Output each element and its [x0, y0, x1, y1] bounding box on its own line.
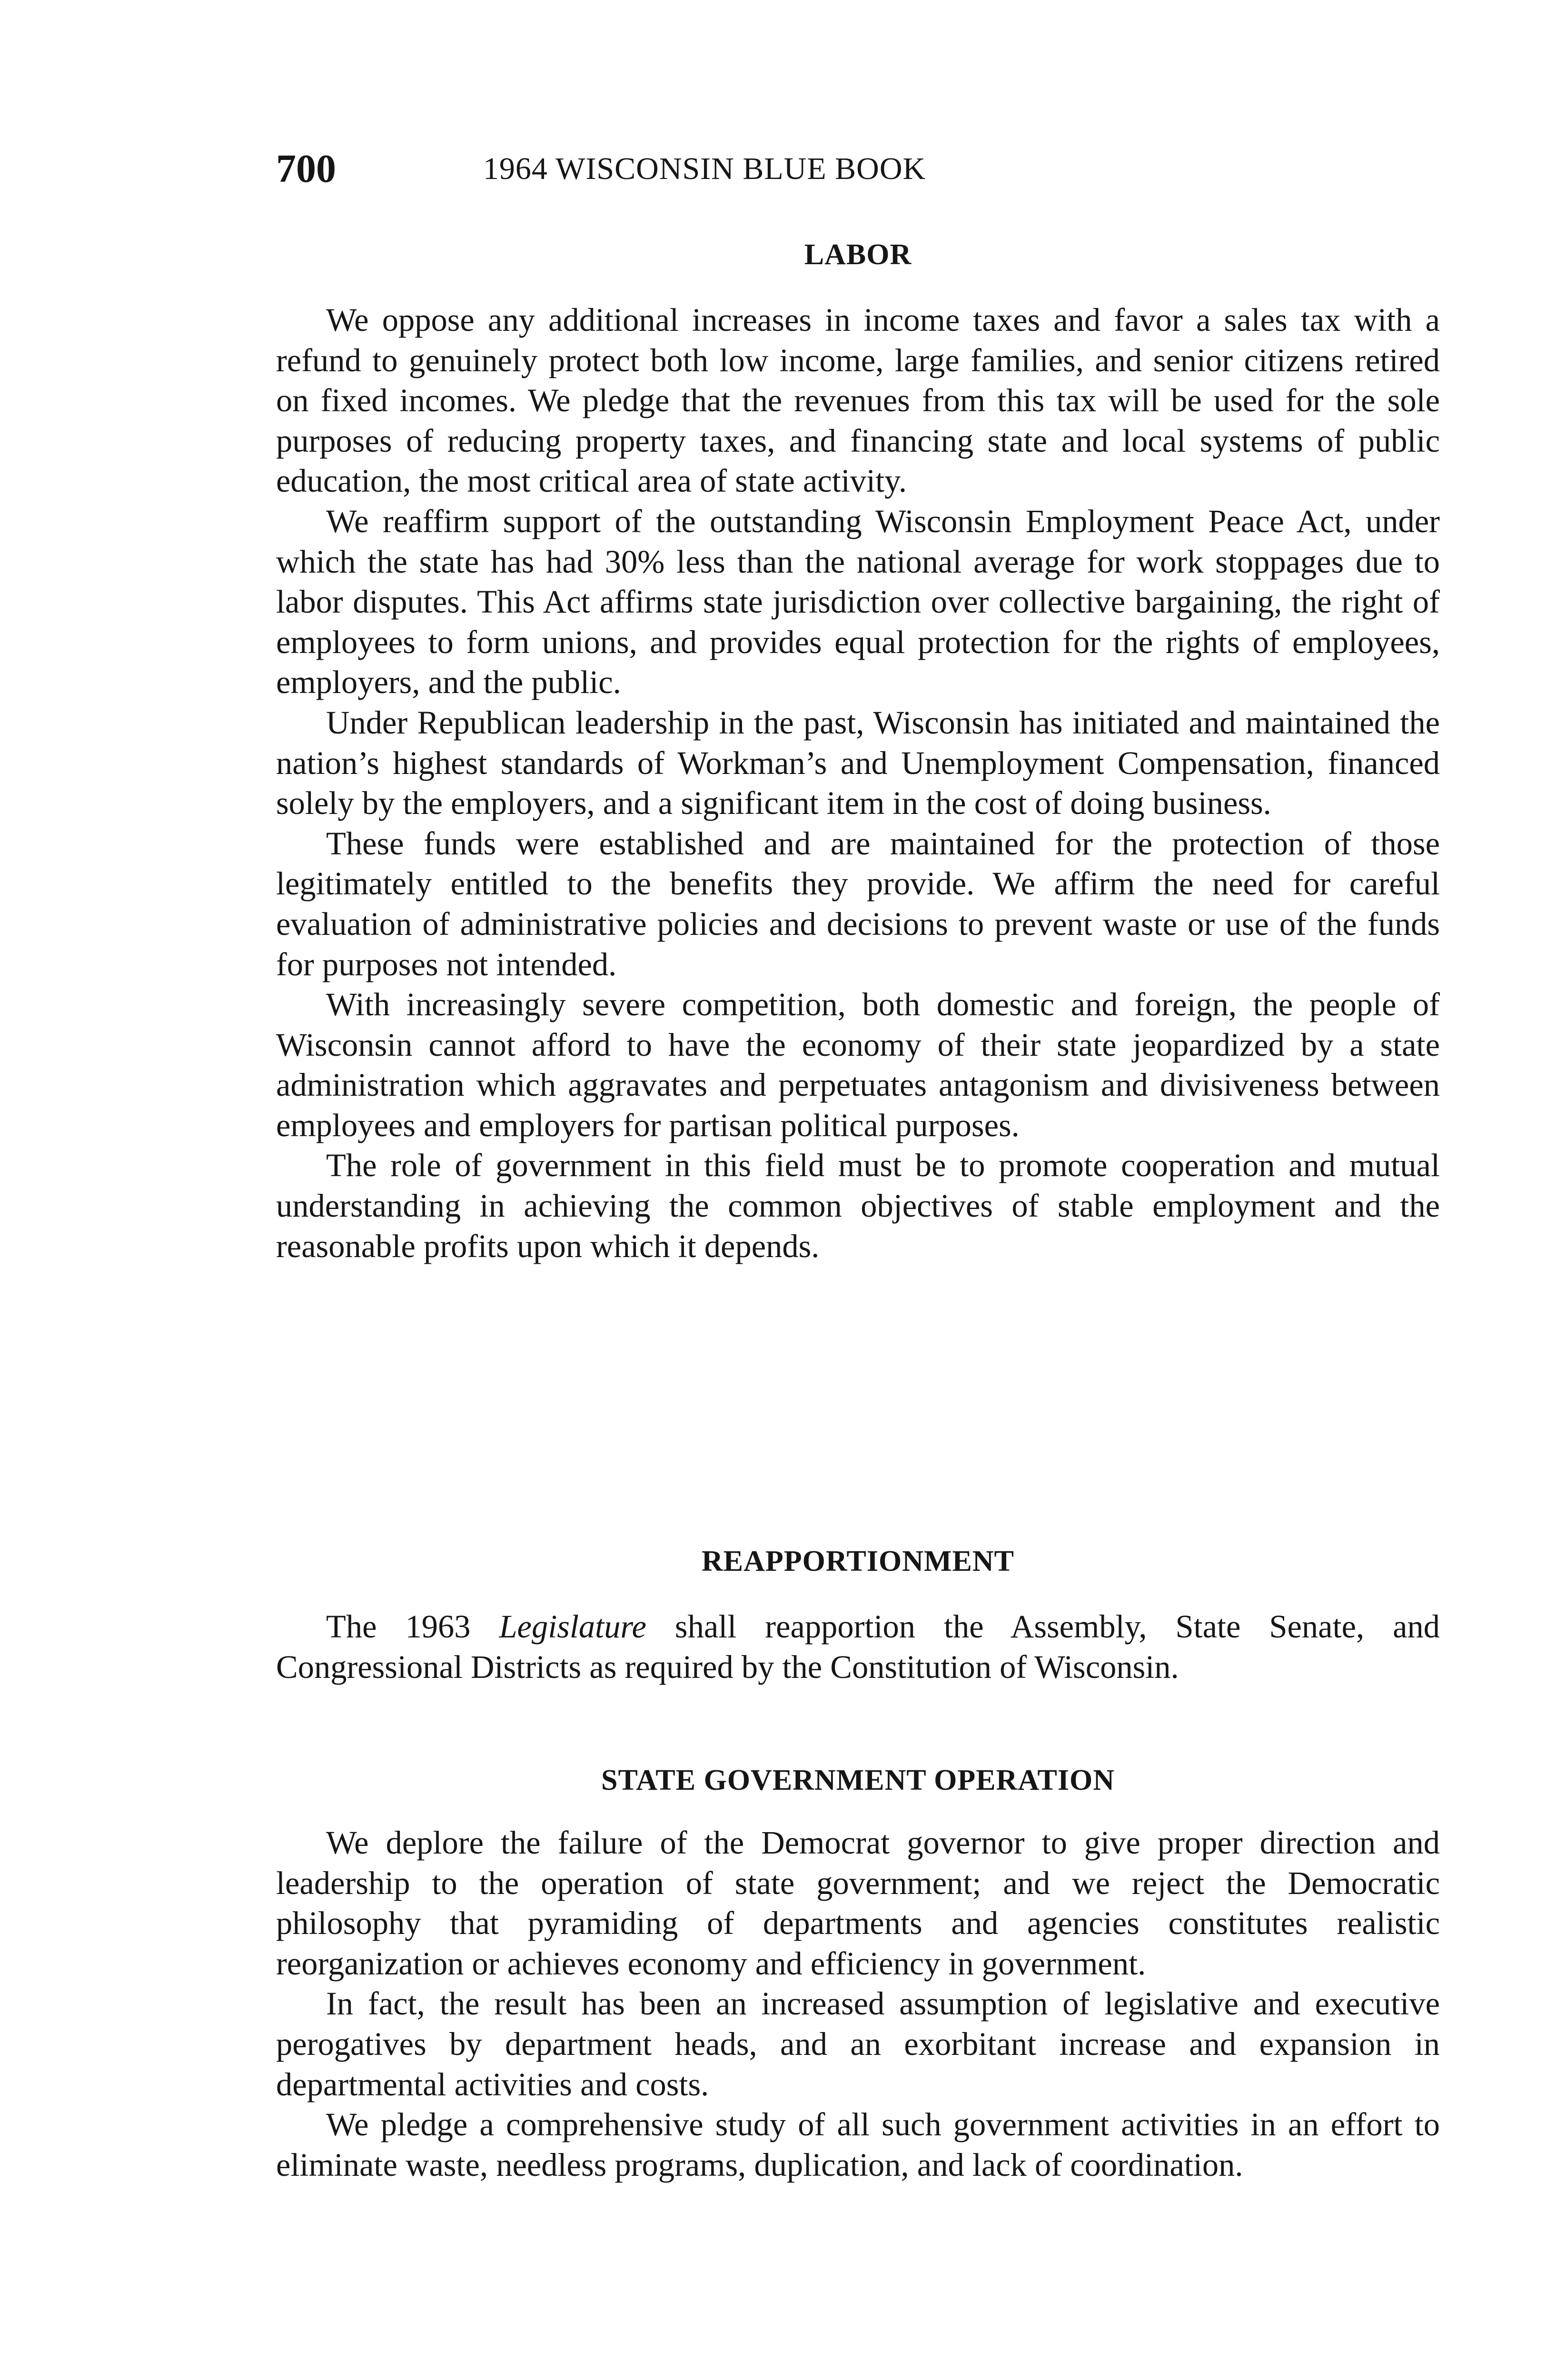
paragraph: In fact, the result has been an increased assumption of legislative and executive perogatives by department heads, and an exorbitant increase and expansion in departmental activities and costs. — [276, 1985, 1440, 2102]
running-header — [276, 143, 1440, 195]
paragraph: These funds were established and are maintained for the protection of those legitimately entitled to the benefits they provide. We affirm the need for careful evaluation of administrative policies and decisions to prevent waste or use of the funds for purposes not intended. — [276, 825, 1440, 982]
book-page — [276, 0, 1440, 2380]
paragraph: We pledge a comprehensive study of all such government activities in an effort to eliminate waste, needless programs, duplication, and lack of coordination. — [276, 2106, 1440, 2183]
paragraph — [276, 1606, 1440, 1687]
section-labor — [276, 233, 1440, 1266]
section-heading-reapportionment: REAPPORTIONMENT — [702, 1545, 1014, 1577]
paragraph-text: The 1963 — [326, 1608, 499, 1645]
paragraph-text: shall reapportion the Assembly, State Senate, and Congressional Districts as required by the Constitution of Wisconsin. — [276, 1608, 1440, 1685]
book-title: 1964 WISCONSIN BLUE BOOK — [483, 151, 926, 186]
italic-term-legislature: Legislature — [499, 1608, 646, 1645]
paragraph: We deplore the failure of the Democrat governor to give proper direction and leadership to the operation of state government; and we reject the Democratic philosophy that pyramiding of departments and agencies constitutes realistic reorganization or achieves economy and efficiency in government. — [276, 1825, 1440, 1982]
paragraph: With increasingly severe competition, both domestic and foreign, the people of Wisconsin cannot afford to have the economy of their state jeopardized by a state administration which aggravates and perpetuates antagonism and divisiveness between employees and employers for partisan political purposes. — [276, 986, 1440, 1143]
section-state-government-operation — [276, 1759, 1440, 2185]
paragraph: Under Republican leadership in the past, Wisconsin has initiated and maintained the nation’s highest standards of Workman’s and Unemployment Compensation, financed solely by the employers, and a significant item in the cost of doing business. — [276, 704, 1440, 822]
section-heading-state-government-operation: STATE GOVERNMENT OPERATION — [601, 1764, 1115, 1796]
page-number: 700 — [276, 147, 336, 191]
paragraph: We oppose any additional increases in income taxes and favor a sales tax with a refund to genuinely protect both low income, large families, and senior citizens retired on fixed incomes. We pledge that the revenues from this tax will be used for the sole purposes of reducing property taxes, and financing state and local systems of public education, the most critical area of state activity. — [276, 302, 1440, 499]
paragraph: We reaffirm support of the outstanding Wisconsin Employment Peace Act, under which the state has had 30% less than the national average for work stoppages due to labor disputes. This Act affirms state jurisdiction over collective bargaining, the right of employees to form unions, and provides equal protection for the rights of employees, employers, and the public. — [276, 503, 1440, 701]
section-reapportionment — [276, 1540, 1440, 1687]
section-heading-labor: LABOR — [804, 238, 912, 271]
paragraph: The role of government in this field must be to promote cooperation and mutual understanding in achieving the common objectives of stable employment and the reasonable profits upon which it depends. — [276, 1147, 1440, 1264]
